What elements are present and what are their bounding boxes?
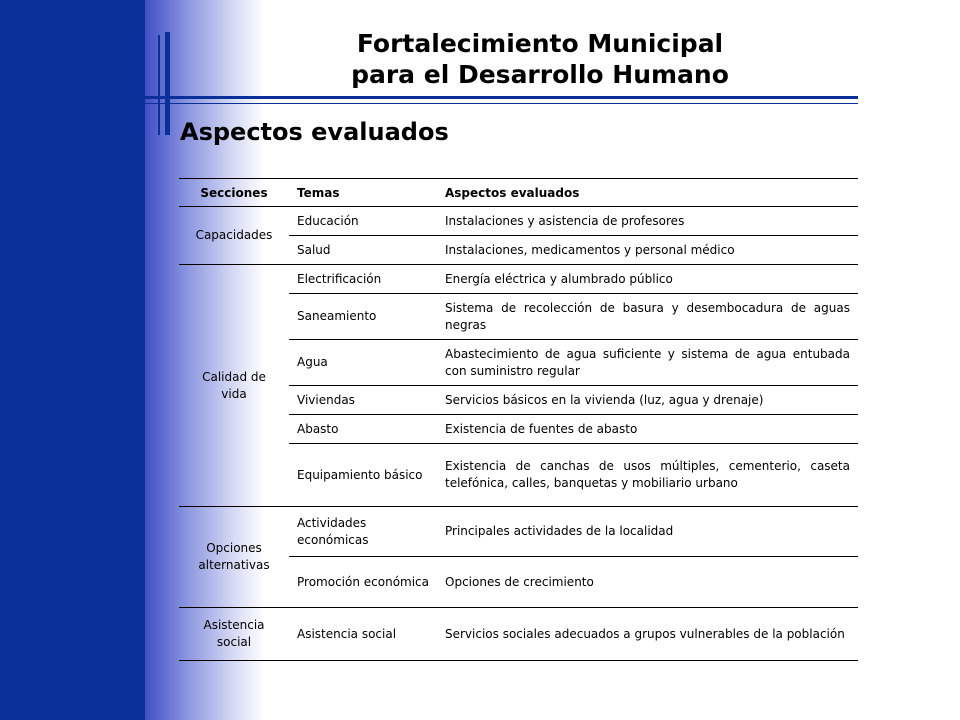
header-aspectos: Aspectos evaluados: [437, 179, 858, 207]
section-cell: Opciones alternativas: [179, 507, 289, 608]
aspecto-cell: Instalaciones, medicamentos y personal médico: [437, 236, 858, 265]
section-cell: Capacidades: [179, 207, 289, 265]
tema-cell: Salud: [289, 236, 437, 265]
aspecto-cell: Existencia de canchas de usos múltiples, cementerio, caseta telefónica, calles, banquetas y mobiliario urbano: [437, 444, 858, 507]
title-line-1: Fortalecimiento Municipal: [356, 29, 724, 58]
aspecto-cell: Principales actividades de la localidad: [437, 507, 858, 557]
decor-horizontal-line-thick: [145, 96, 858, 99]
section-cell: [179, 265, 289, 507]
tema-cell: Agua: [289, 340, 437, 386]
table-row: [179, 207, 858, 236]
aspecto-cell: Existencia de fuentes de abasto: [437, 415, 858, 444]
table-row: [179, 608, 858, 661]
header-secciones: Secciones: [179, 179, 289, 207]
aspecto-cell: Energía eléctrica y alumbrado público: [437, 265, 858, 294]
header-temas: Temas: [289, 179, 437, 207]
section-cell: Asistencia social: [179, 608, 289, 661]
table-row: [179, 265, 858, 294]
table-header-row: [179, 179, 858, 207]
aspecto-cell: Abastecimiento de agua suficiente y sistema de agua entubada con suministro regular: [437, 340, 858, 386]
decor-vertical-line-thin: [158, 35, 160, 135]
title-line-2: para el Desarrollo Humano: [351, 60, 729, 89]
tema-cell: Electrificación: [289, 265, 437, 294]
aspecto-cell: Servicios básicos en la vivienda (luz, agua y drenaje): [437, 386, 858, 415]
decor-horizontal-line-thin: [145, 103, 858, 104]
tema-cell: Viviendas: [289, 386, 437, 415]
left-blue-band: [0, 0, 145, 720]
tema-cell: Asistencia social: [289, 608, 437, 661]
aspecto-cell: Servicios sociales adecuados a grupos vulnerables de la población: [437, 608, 858, 661]
page-title: [280, 28, 800, 90]
section-heading: Aspectos evaluados: [180, 118, 449, 146]
tema-cell: Equipamiento básico: [289, 444, 437, 507]
evaluation-table: [179, 178, 858, 661]
aspecto-cell: Sistema de recolección de basura y desembocadura de aguas negras: [437, 294, 858, 340]
tema-cell: Saneamiento: [289, 294, 437, 340]
decor-vertical-line-thick: [165, 32, 170, 135]
tema-cell: Abasto: [289, 415, 437, 444]
tema-cell: Educación: [289, 207, 437, 236]
tema-cell: Promoción económica: [289, 557, 437, 608]
aspecto-cell: Opciones de crecimiento: [437, 557, 858, 608]
table-row: [179, 507, 858, 557]
aspecto-cell: Instalaciones y asistencia de profesores: [437, 207, 858, 236]
section-label: Calidad de vida: [202, 369, 266, 401]
tema-cell: Actividades económicas: [289, 507, 437, 557]
